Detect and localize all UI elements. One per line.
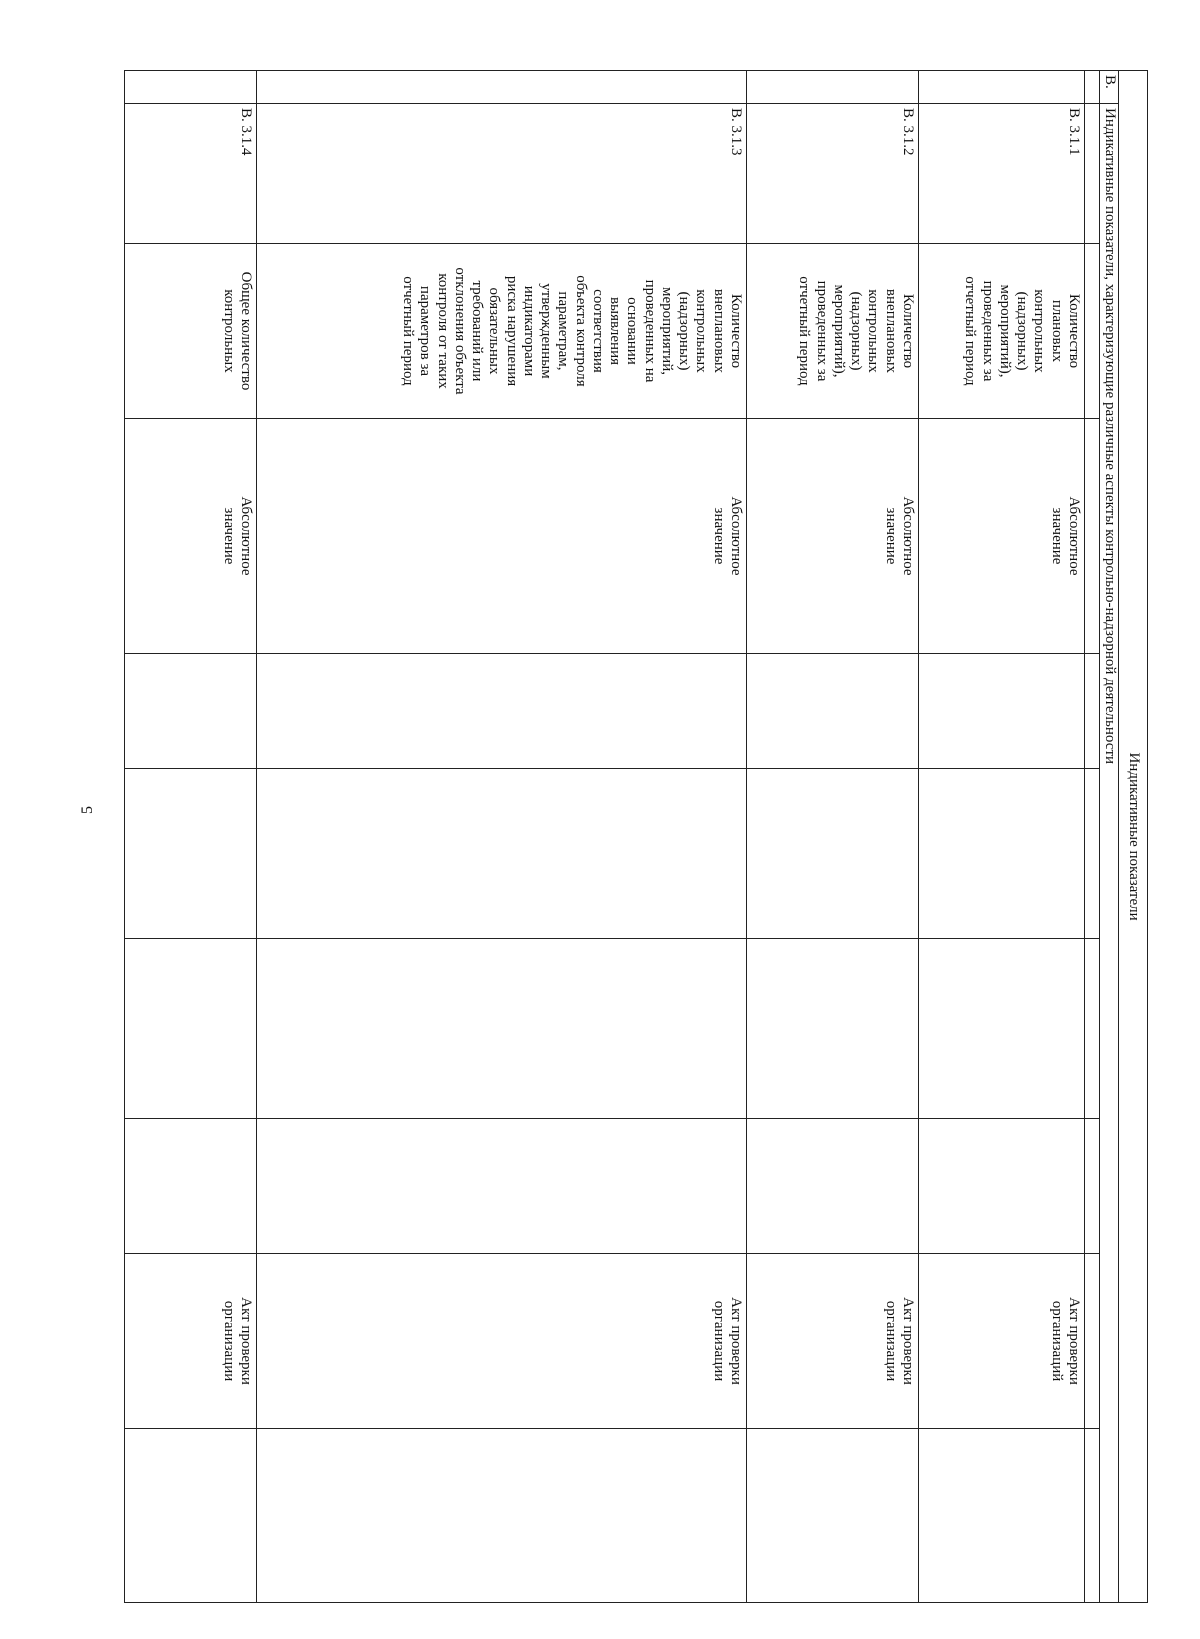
indicator-unit: Абсолютное значение — [747, 419, 919, 654]
table-title: Индикативные показатели — [1119, 71, 1148, 1603]
indicators-table-container — [128, 70, 1148, 1602]
section-title: Индикативные показатели, характеризующие различные аспекты контрольно-надзорной деятельности — [1100, 104, 1119, 1603]
page-number: 5 — [79, 806, 96, 814]
indicator-source: Акт проверки организации — [125, 1254, 257, 1429]
indicator-source: Акт проверки организации — [747, 1254, 919, 1429]
indicator-source: Акт проверки организаций — [919, 1254, 1085, 1429]
indicator-code: В. 3.1.4 — [125, 104, 257, 244]
table-row — [747, 71, 919, 1603]
table-row — [125, 71, 257, 1603]
table-row — [919, 71, 1085, 1603]
indicator-unit: Абсолютное значение — [919, 419, 1085, 654]
indicator-name: Количество внеплановых контрольных (надзорных) мероприятий, проведенных на основании выявления соответствия объекта контроля параметрам, утвержденным индикаторами риска нарушения обязательных требований или отклонения объекта контроля от таких параметров за отчетный период — [257, 244, 747, 419]
indicator-code: В. 3.1.1 — [919, 104, 1085, 244]
section-code: В. — [1100, 71, 1119, 104]
table-row — [257, 71, 747, 1603]
section-row — [1100, 71, 1119, 1603]
indicator-source: Акт проверки организации — [257, 1254, 747, 1429]
indicator-name: Общее количество контрольных — [125, 244, 257, 419]
indicator-name: Количество плановых контрольных (надзорных) мероприятий), проведенных за отчетный период — [919, 244, 1085, 419]
indicator-code: В. 3.1.3 — [257, 104, 747, 244]
indicator-name: Количество внеплановых контрольных (надзорных) мероприятий), проведенных за отчетный период — [747, 244, 919, 419]
indicator-unit: Абсолютное значение — [125, 419, 257, 654]
table-title-row — [1119, 71, 1148, 1603]
indicators-table — [124, 70, 1148, 1603]
indicator-unit: Абсолютное значение — [257, 419, 747, 654]
sub-row — [1085, 71, 1100, 1603]
indicator-code: В. 3.1.2 — [747, 104, 919, 244]
